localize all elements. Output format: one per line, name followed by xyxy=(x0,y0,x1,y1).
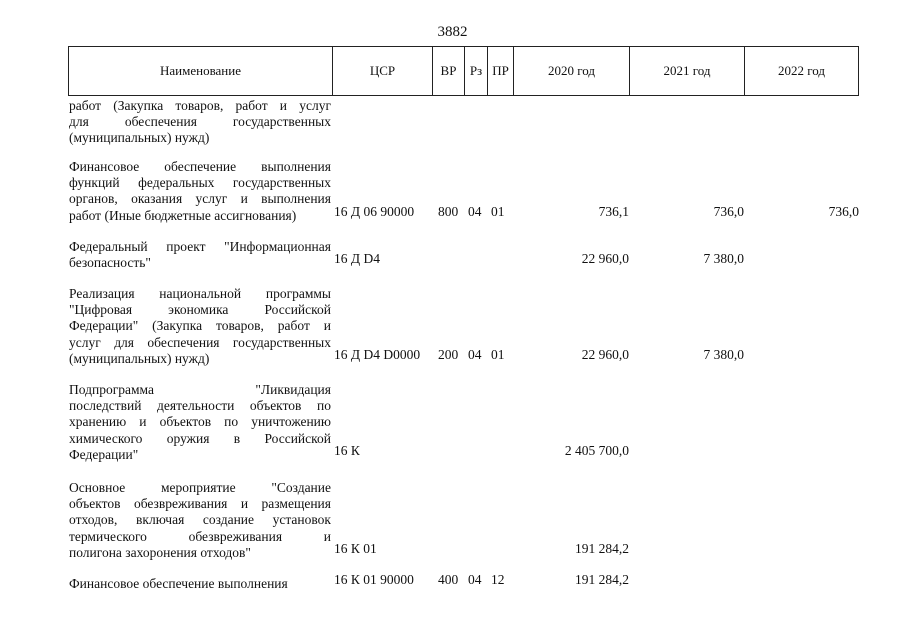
row-name-line: работ (Иные бюджетные ассигнования) xyxy=(69,207,297,223)
row-name-line: безопасность" xyxy=(69,255,151,271)
page-number: 3882 xyxy=(437,24,468,40)
row-name-line: органов, оказания услуг и выполнения xyxy=(69,191,331,207)
header-2020: 2020 год xyxy=(514,47,630,95)
cell-rz: 04 xyxy=(468,203,482,219)
cell-csr: 16 К xyxy=(334,442,360,458)
row-name-line: Финансовое обеспечение выполнения xyxy=(69,159,331,174)
cell-rz: 04 xyxy=(468,346,482,362)
row-name-line: для обеспечения государственных xyxy=(69,114,331,130)
cell-y2021: 736,0 xyxy=(713,203,744,219)
row-name-line: (муниципальных) нужд) xyxy=(69,350,210,366)
row-name-line: Реализация национальной программы xyxy=(69,286,331,301)
cell-y2020: 191 284,2 xyxy=(575,572,629,587)
cell-y2021: 7 380,0 xyxy=(703,346,744,362)
cell-csr: 16 Д D4 xyxy=(334,251,380,267)
row-name xyxy=(69,239,331,271)
table-header xyxy=(68,46,859,96)
cell-rz: 04 xyxy=(468,572,482,587)
header-vr: ВР xyxy=(433,47,465,95)
row-name xyxy=(69,576,331,592)
row-name-line: полигона захоронения отходов" xyxy=(69,544,251,560)
row-name-line: (муниципальных) нужд) xyxy=(69,130,210,146)
row-name-line: объектов обезвреживания и размещения xyxy=(69,496,331,512)
row-name xyxy=(69,286,331,367)
cell-csr: 16 К 01 90000 xyxy=(334,572,414,587)
row-name-line: термического обезвреживания и xyxy=(69,528,331,544)
row-name xyxy=(69,159,331,224)
cell-vr: 800 xyxy=(438,203,459,219)
cell-y2020: 191 284,2 xyxy=(575,540,629,556)
cell-y2020: 736,1 xyxy=(598,203,629,219)
cell-y2021: 7 380,0 xyxy=(703,251,744,267)
row-name-line: услуг для обеспечения государственных xyxy=(69,334,331,350)
cell-y2020: 22 960,0 xyxy=(581,251,629,267)
row-name-line: последствий деятельности объектов по xyxy=(69,398,331,414)
row-name-line: Финансовое обеспечение выполнения xyxy=(69,576,288,591)
cell-pr: 01 xyxy=(491,203,505,219)
row-name xyxy=(69,480,331,561)
cell-csr: 16 К 01 xyxy=(334,540,377,556)
row-name-line: отходов, включая создание установок xyxy=(69,512,331,528)
row-name-line: Федеральный проект "Информационная xyxy=(69,239,331,254)
row-name-line: "Цифровая экономика Российской xyxy=(69,302,331,318)
row-name-line: Основное мероприятие "Создание xyxy=(69,480,331,495)
header-name: Наименование xyxy=(69,47,333,95)
header-2021: 2021 год xyxy=(630,47,745,95)
cell-csr: 16 Д 06 90000 xyxy=(334,203,415,219)
row-name xyxy=(69,382,331,463)
header-pr: ПР xyxy=(488,47,514,95)
cell-y2020: 22 960,0 xyxy=(581,346,629,362)
header-2022: 2022 год xyxy=(778,63,825,78)
header-rz: Рз xyxy=(465,47,488,95)
cell-vr: 200 xyxy=(438,346,459,362)
cell-y2020: 2 405 700,0 xyxy=(564,442,629,458)
header-csr: ЦСР xyxy=(333,47,433,95)
cell-pr: 01 xyxy=(491,346,505,362)
row-name xyxy=(69,98,331,147)
row-name-line: Подпрограмма "Ликвидация xyxy=(69,382,331,397)
row-name-line: Федерации" xyxy=(69,446,139,462)
row-name-line: работ (Закупка товаров, работ и услуг xyxy=(69,98,331,113)
cell-csr: 16 Д D4 D0000 xyxy=(334,346,421,362)
row-name-line: хранению и объектов по уничтожению xyxy=(69,414,331,430)
cell-vr: 400 xyxy=(438,572,459,587)
row-name-line: Федерации" (Закупка товаров, работ и xyxy=(69,318,331,334)
cell-pr: 12 xyxy=(491,572,505,587)
row-name-line: химического оружия в Российской xyxy=(69,430,331,446)
cell-y2022: 736,0 xyxy=(828,203,859,219)
row-name-line: функций федеральных государственных xyxy=(69,175,331,191)
